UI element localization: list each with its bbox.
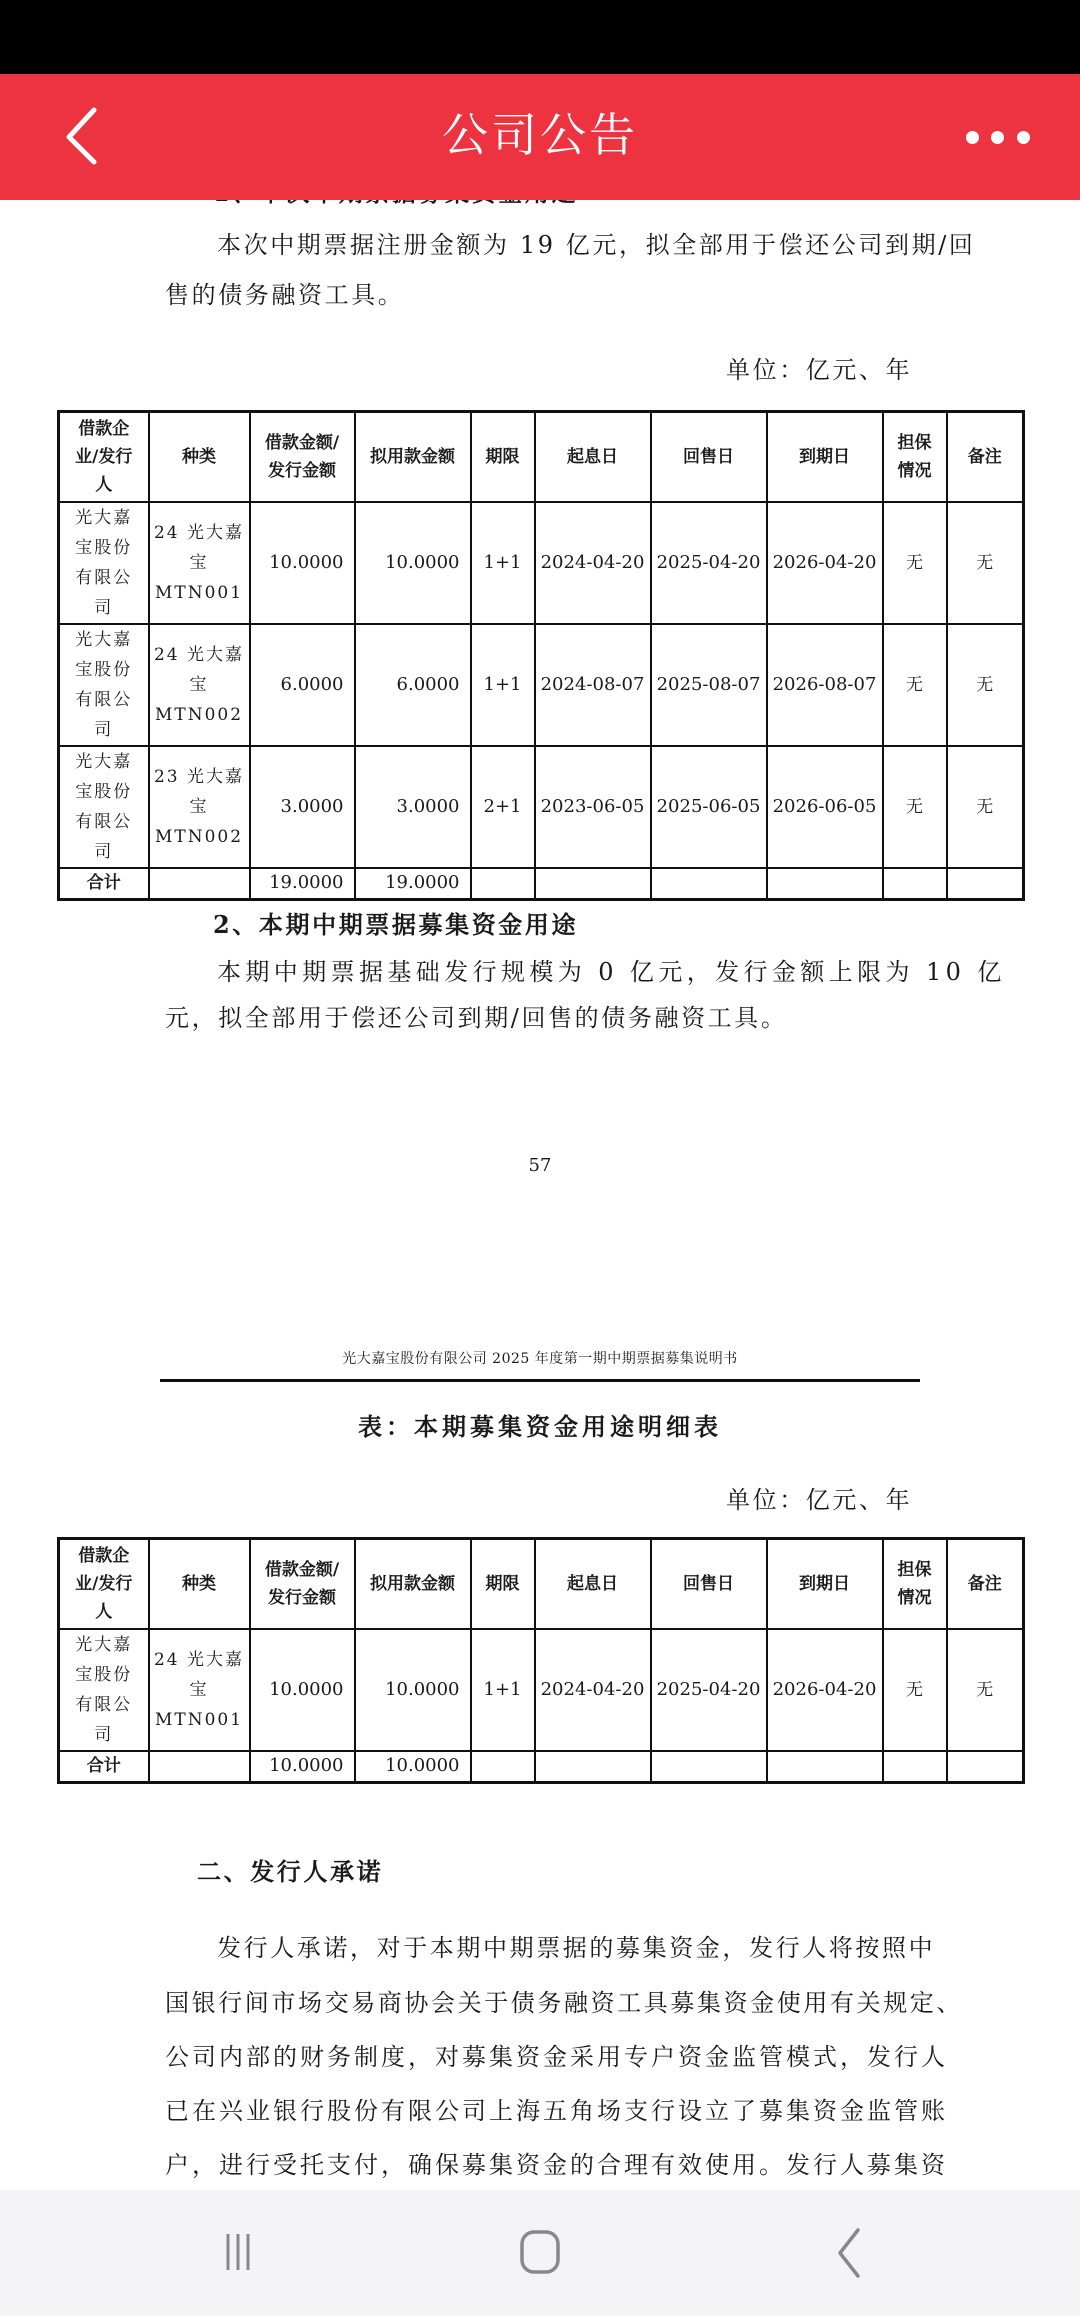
table-row (59, 624, 1024, 746)
term-cell: 1+1 (471, 502, 535, 624)
value-date-cell: 2024-04-20 (535, 502, 651, 624)
amount-cell: 10.0000 (250, 1629, 355, 1751)
page-title: 公司公告 (442, 108, 638, 162)
issuer-line: 宝股份 (75, 1664, 133, 1685)
column-header-line: 发行金额 (268, 460, 336, 481)
recent-apps-icon (193, 2220, 283, 2286)
type-line: 24 光大嘉 (153, 1649, 245, 1670)
issuer-line: 司 (94, 719, 114, 740)
table-row (59, 502, 1024, 624)
column-header-line: 拟用款金额 (370, 446, 455, 467)
column-header (59, 1539, 149, 1629)
section3-line: 户，进行受托支付，确保募集资金的合理有效使用。发行人募集资 (165, 2151, 948, 2179)
remark-cell: 无 (947, 502, 1024, 624)
page-number: 57 (528, 1155, 552, 1176)
system-navigation-bar (0, 2190, 1080, 2316)
section2-heading: 2、本期中期票据募集资金用途 (213, 910, 579, 939)
type-line: MTN002 (154, 704, 244, 725)
value-date-cell: 2024-04-20 (535, 1629, 651, 1751)
column-header (883, 412, 947, 502)
empty-cell (471, 1751, 535, 1783)
issuer-line: 光大嘉 (75, 507, 133, 528)
system-back-button[interactable] (800, 2220, 890, 2286)
column-header (355, 412, 471, 502)
type-cell (149, 502, 250, 624)
header-rule (160, 1379, 920, 1382)
column-header (59, 412, 149, 502)
section2-paragraph-line2: 元，拟全部用于偿还公司到期/回售的债务融资工具。 (165, 1004, 788, 1032)
maturity-date-cell: 2026-08-07 (767, 624, 883, 746)
type-line: 24 光大嘉 (153, 644, 245, 665)
column-header-line: 期限 (485, 446, 520, 467)
total-row (59, 868, 1024, 900)
type-line: 宝 (189, 552, 209, 573)
column-header-line: 借款金额/ (264, 432, 340, 453)
column-header (250, 412, 355, 502)
empty-cell (535, 1751, 651, 1783)
issuer-line: 宝股份 (75, 659, 133, 680)
column-header-line: 担保 (897, 432, 932, 453)
column-header-line: 期限 (485, 1573, 520, 1594)
empty-cell (149, 868, 250, 900)
section1-paragraph-line1: 本次中期票据注册金额为 19 亿元，拟全部用于偿还公司到期/回 (217, 231, 976, 259)
issuer-cell (59, 502, 149, 624)
column-header (651, 1539, 767, 1629)
type-line: MTN002 (154, 826, 244, 847)
type-line: 宝 (189, 796, 209, 817)
column-header (471, 1539, 535, 1629)
column-header-line: 业/发行 (75, 1573, 133, 1594)
remark-cell: 无 (947, 746, 1024, 868)
back-icon (800, 2220, 890, 2286)
column-header-line: 业/发行 (75, 446, 133, 467)
section2-paragraph-line1: 本期中期票据基础发行规模为 0 亿元，发行金额上限为 10 亿 (217, 958, 1006, 986)
status-bar (0, 0, 1080, 74)
column-header-line: 种类 (182, 1573, 216, 1594)
issuer-line: 有限公 (75, 811, 133, 832)
issuer-line: 光大嘉 (75, 1634, 133, 1655)
column-header (767, 1539, 883, 1629)
guarantee-cell: 无 (883, 746, 947, 868)
section3-heading: 二、发行人承诺 (197, 1857, 384, 1886)
put-date-cell: 2025-04-20 (651, 1629, 767, 1751)
type-cell (149, 1629, 250, 1751)
column-header-line: 借款企 (78, 418, 130, 439)
remark-cell: 无 (947, 624, 1024, 746)
column-header (767, 412, 883, 502)
issuer-cell (59, 746, 149, 868)
column-header (651, 412, 767, 502)
home-icon (495, 2220, 585, 2286)
empty-cell (947, 868, 1024, 900)
empty-cell (767, 868, 883, 900)
maturity-date-cell: 2026-06-05 (767, 746, 883, 868)
table-row (59, 746, 1024, 868)
issuer-line: 光大嘉 (75, 629, 133, 650)
column-header (250, 1539, 355, 1629)
column-header-line: 到期日 (799, 446, 850, 467)
column-header-line: 人 (95, 474, 113, 495)
amount-cell: 6.0000 (250, 624, 355, 746)
value-date-cell: 2023-06-05 (535, 746, 651, 868)
column-header-line: 到期日 (799, 1573, 850, 1594)
guarantee-cell: 无 (883, 1629, 947, 1751)
column-header (947, 412, 1024, 502)
type-line: 24 光大嘉 (153, 522, 245, 543)
section3-line: 已在兴业银行股份有限公司上海五角场支行设立了募集资金监管账 (165, 2097, 948, 2125)
total-amount: 19.0000 (250, 868, 355, 900)
issuer-cell (59, 624, 149, 746)
column-header-line: 拟用款金额 (370, 1573, 455, 1594)
use-amount-cell: 3.0000 (355, 746, 471, 868)
table2-title: 表：本期募集资金用途明细表 (358, 1412, 722, 1441)
table-header-row (59, 412, 1024, 502)
total-use-amount: 19.0000 (355, 868, 471, 900)
column-header (883, 1539, 947, 1629)
issuer-line: 有限公 (75, 689, 133, 710)
total-use-amount: 10.0000 (355, 1751, 471, 1783)
column-header-line: 回售日 (683, 446, 734, 467)
column-header (471, 412, 535, 502)
empty-cell (883, 1751, 947, 1783)
put-date-cell: 2025-08-07 (651, 624, 767, 746)
column-header-line: 回售日 (683, 1573, 734, 1594)
type-line: 23 光大嘉 (153, 766, 245, 787)
column-header-line: 借款金额/ (264, 1559, 340, 1580)
column-header (535, 1539, 651, 1629)
empty-cell (651, 1751, 767, 1783)
issuer-line: 宝股份 (75, 537, 133, 558)
guarantee-cell: 无 (883, 624, 947, 746)
section1-paragraph-line2: 售的债务融资工具。 (165, 281, 405, 309)
total-label: 合计 (59, 1751, 149, 1783)
column-header-line: 担保 (897, 1559, 932, 1580)
use-amount-cell: 6.0000 (355, 624, 471, 746)
section3-line: 国银行间市场交易商协会关于债务融资工具募集资金使用有关规定、 (165, 1989, 963, 2017)
value-date-cell: 2024-08-07 (535, 624, 651, 746)
total-row (59, 1751, 1024, 1783)
type-line: 宝 (189, 1679, 209, 1700)
issuer-line: 司 (94, 597, 114, 618)
issuer-line: 司 (94, 1724, 114, 1745)
guarantee-cell: 无 (883, 502, 947, 624)
total-label: 合计 (59, 868, 149, 900)
term-cell: 2+1 (471, 746, 535, 868)
issuer-line: 宝股份 (75, 781, 133, 802)
issuer-line: 有限公 (75, 567, 133, 588)
issuer-cell (59, 1629, 149, 1751)
type-cell (149, 624, 250, 746)
column-header (149, 412, 250, 502)
remark-cell: 无 (947, 1629, 1024, 1751)
table-header-row (59, 1539, 1024, 1629)
column-header-line: 起息日 (567, 446, 618, 467)
funding-usage-table (57, 410, 1025, 901)
unit-label: 单位：亿元、年 (726, 356, 913, 384)
total-amount: 10.0000 (250, 1751, 355, 1783)
column-header-line: 备注 (967, 446, 1002, 467)
empty-cell (767, 1751, 883, 1783)
section3-line: 发行人承诺，对于本期中期票据的募集资金，发行人将按照中 (217, 1934, 936, 1962)
section3-line: 公司内部的财务制度，对募集资金采用专户资金监管模式，发行人 (165, 2043, 948, 2071)
empty-cell (883, 868, 947, 900)
column-header-line: 发行金额 (268, 1587, 336, 1608)
column-header-line: 起息日 (567, 1573, 618, 1594)
term-cell: 1+1 (471, 1629, 535, 1751)
issuer-line: 光大嘉 (75, 751, 133, 772)
amount-cell: 3.0000 (250, 746, 355, 868)
issuer-line: 有限公 (75, 1694, 133, 1715)
column-header (535, 412, 651, 502)
column-header-line: 借款企 (78, 1545, 130, 1566)
more-options-button[interactable] (955, 118, 1045, 158)
type-line: MTN001 (154, 1709, 244, 1730)
column-header (149, 1539, 250, 1629)
empty-cell (535, 868, 651, 900)
column-header-line: 情况 (897, 1587, 932, 1608)
column-header-line: 种类 (182, 446, 216, 467)
term-cell: 1+1 (471, 624, 535, 746)
running-header: 光大嘉宝股份有限公司 2025 年度第一期中期票据募集说明书 (342, 1351, 738, 1367)
type-cell (149, 746, 250, 868)
empty-cell (471, 868, 535, 900)
unit-label-2: 单位：亿元、年 (726, 1486, 913, 1514)
column-header-line: 情况 (897, 460, 932, 481)
maturity-date-cell: 2026-04-20 (767, 1629, 883, 1751)
put-date-cell: 2025-06-05 (651, 746, 767, 868)
column-header (355, 1539, 471, 1629)
app-bar (0, 74, 1080, 200)
recent-apps-button[interactable] (193, 2220, 283, 2286)
maturity-date-cell: 2026-04-20 (767, 502, 883, 624)
amount-cell: 10.0000 (250, 502, 355, 624)
column-header (947, 1539, 1024, 1629)
type-line: MTN001 (154, 582, 244, 603)
use-amount-cell: 10.0000 (355, 1629, 471, 1751)
use-amount-cell: 10.0000 (355, 502, 471, 624)
column-header-line: 备注 (967, 1573, 1002, 1594)
issuer-line: 司 (94, 841, 114, 862)
column-header-line: 人 (95, 1601, 113, 1622)
table-row (59, 1629, 1024, 1751)
put-date-cell: 2025-04-20 (651, 502, 767, 624)
type-line: 宝 (189, 674, 209, 695)
home-button[interactable] (495, 2220, 585, 2286)
funding-detail-table (57, 1537, 1025, 1784)
empty-cell (947, 1751, 1024, 1783)
empty-cell (149, 1751, 250, 1783)
empty-cell (651, 868, 767, 900)
